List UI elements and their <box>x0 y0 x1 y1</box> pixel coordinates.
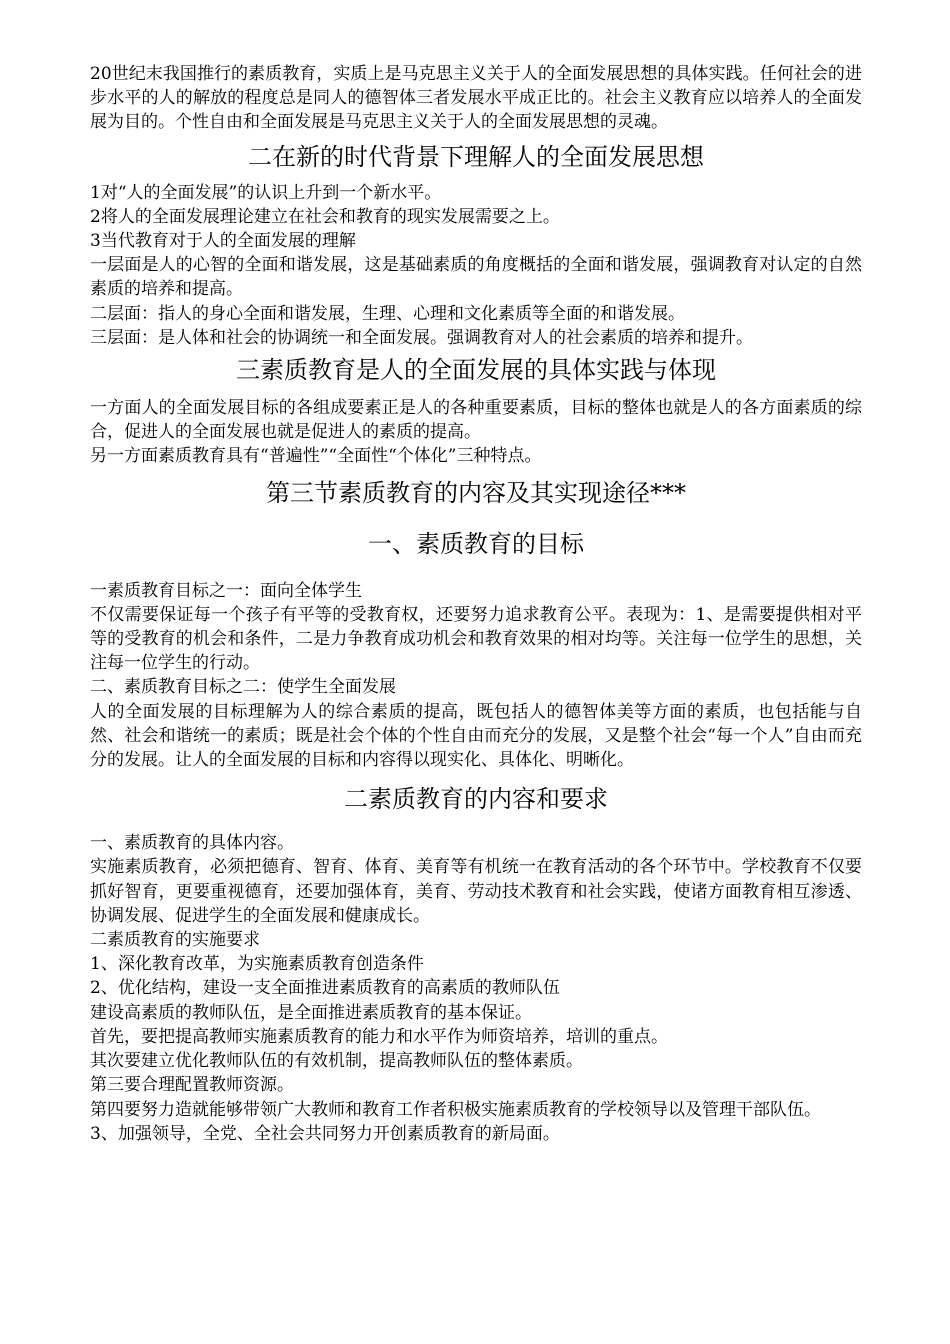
paragraph: 1对“人的全面发展”的认识上升到一个新水平。 <box>90 182 442 203</box>
paragraph: 第三要合理配置教师资源。 <box>90 1075 294 1096</box>
paragraph: 首先，要把提高教师实施素质教育的能力和水平作为师资培养，培训的重点。 <box>90 1026 668 1047</box>
chapter-heading: 第三节素质教育的内容及其实现途径*** <box>266 478 686 507</box>
paragraph: 一、素质教育的具体内容。 <box>90 833 294 854</box>
paragraph: 实施素质教育，必须把德育、智育、体育、美育等有机统一在教育活动的各个环节中。学校教育不仅要抓好智育，更要重视德育，还要加强体育，美育、劳动技术教育和社会实践，使诸方面教育相互渗透、协调发展、促进学生的全面发展和健康成长。 <box>90 857 862 926</box>
paragraph: 其次要建立优化教师队伍的有效机制，提高教师队伍的整体素质。 <box>90 1051 583 1072</box>
paragraph: 3当代教育对于人的全面发展的理解 <box>90 231 356 252</box>
paragraph: 一素质教育目标之一：面向全体学生 <box>90 580 362 601</box>
paragraph: 二层面：指人的身心全面和谐发展，生理、心理和文化素质等全面的和谐发展。 <box>90 303 685 324</box>
intro-paragraph: 20世纪末我国推行的素质教育，实质上是马克思主义关于人的全面发展思想的具体实践。任何社会的进步水平的人的解放的程度总是同人的德智体三者发展水平成正比的。社会主义教育应以培养人的全面发展为目的。个性自由和全面发展是马克思主义关于人的全面发展思想的灵魂。 <box>90 64 862 133</box>
paragraph: 1、深化教育改革，为实施素质教育创造条件 <box>90 954 424 975</box>
paragraph: 不仅需要保证每一个孩子有平等的受教育权，还要努力追求教育公平。表现为：1、是需要提供相对平等的受教育的机会和条件，二是力争教育成功机会和教育效果的相对均等。关注每一位学生的思想，关注每一位学生的行动。 <box>90 604 862 674</box>
paragraph: 第四要努力造就能够带领广大教师和教育工作者积极实施素质教育的学校领导以及管理干部队伍。 <box>90 1099 821 1120</box>
paragraph: 一方面人的全面发展目标的各组成要素正是人的各种重要素质，目标的整体也就是人的各方面素质的综合，促进人的全面发展也就是促进人的素质的提高。 <box>90 398 862 443</box>
paragraph: 一层面是人的心智的全面和谐发展，这是基础素质的角度概括的全面和谐发展，强调教育对认定的自然素质的培养和提高。 <box>90 255 862 300</box>
paragraph: 人的全面发展的目标理解为人的综合素质的提高，既包括人的德智体美等方面的素质，也包括能与自然、社会和谐统一的素质；既是社会个体的个性自由而充分的发展，又是整个社会“每一个人”自由而充分的发展。让人的全面发展的目标和内容得以现实化、具体化、明晰化。 <box>90 701 862 771</box>
paragraph: 另一方面素质教育具有“普遍性”“全面性“个体化”三种特点。 <box>90 446 542 467</box>
paragraph: 二、素质教育目标之二：使学生全面发展 <box>90 677 396 698</box>
paragraph: 建设高素质的教师队伍，是全面推进素质教育的基本保证。 <box>90 1002 532 1023</box>
section-heading-quality-education-practice: 三素质教育是人的全面发展的具体实践与体现 <box>236 356 716 385</box>
paragraph: 3、加强领导，全党、全社会共同努力开创素质教育的新局面。 <box>90 1123 560 1144</box>
section-heading-content-requirements: 二素质教育的内容和要求 <box>344 785 608 814</box>
document-body <box>90 62 862 1146</box>
paragraph: 三层面：是人体和社会的协调统一和全面发展。强调教育对人的社会素质的培养和提升。 <box>90 327 753 348</box>
paragraph: 2、优化结构，建设一支全面推进素质教育的高素质的教师队伍 <box>90 978 560 999</box>
paragraph: 二素质教育的实施要求 <box>90 930 260 951</box>
section-heading-comprehensive-development: 二在新的时代背景下理解人的全面发展思想 <box>248 142 704 171</box>
section-heading-goals: 一、素质教育的目标 <box>368 529 584 558</box>
paragraph: 2将人的全面发展理论建立在社会和教育的现实发展需要之上。 <box>90 206 560 227</box>
